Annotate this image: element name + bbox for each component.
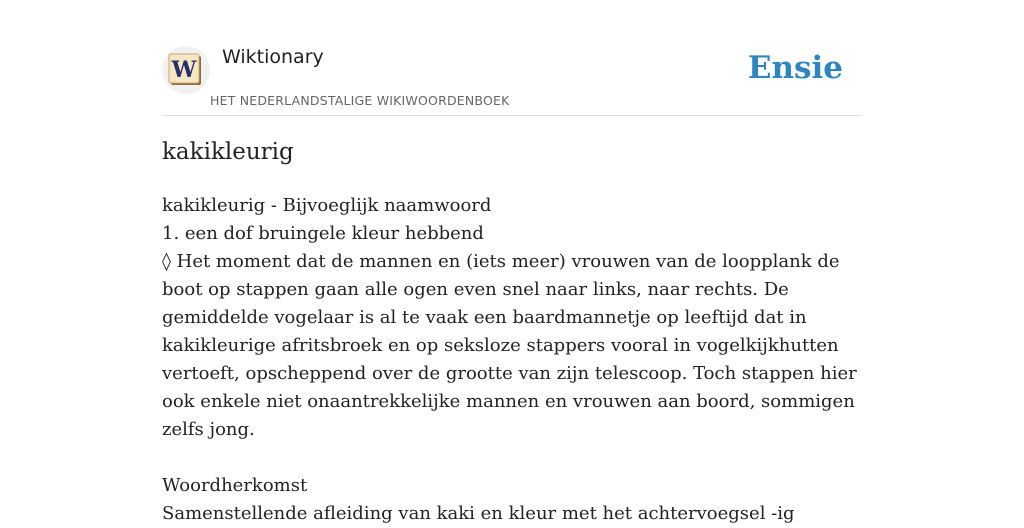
logo-tile-graphic [167,51,205,89]
etymology-heading: Woordherkomst [162,475,308,496]
part-of-speech-line: kakikleurig - Bijvoeglijk naamwoord [162,195,492,216]
site-subtitle: HET NEDERLANDSTALIGE WIKIWOORDENBOEK [210,93,510,108]
header-divider [162,115,862,116]
site-title[interactable]: Wiktionary [222,46,324,68]
wiktionary-logo-icon[interactable] [162,46,210,94]
entry-title: kakikleurig [162,139,294,165]
etymology-text: Samenstellende afleiding van kaki en kleur met het achtervoegsel -ig [162,503,795,524]
ensie-brand-link[interactable]: Ensie [747,50,843,86]
example-sentence: ◊ Het moment dat de mannen en (iets meer) vrouwen van de loopplank de boot op stappen gaan alle ogen even snel naar links, naar rechts. De gemiddelde vogelaar is al te vaak een baardmannetje op leeftijd dat in kakikleurige afritsbroek en op seksloze stappers vooral in vogelkijkhutten vertoeft, opscheppend over de grootte van zijn telescoop. Toch stappen hier ook enkele niet onaantrekkelijke mannen en vrouwen aan boord, sommigen zelfs jong. [162,251,857,440]
definition: 1. een dof bruingele kleur hebbend [162,223,484,244]
section-spacer [162,444,862,472]
entry-content [162,192,862,528]
logo-letter: W [171,57,197,83]
